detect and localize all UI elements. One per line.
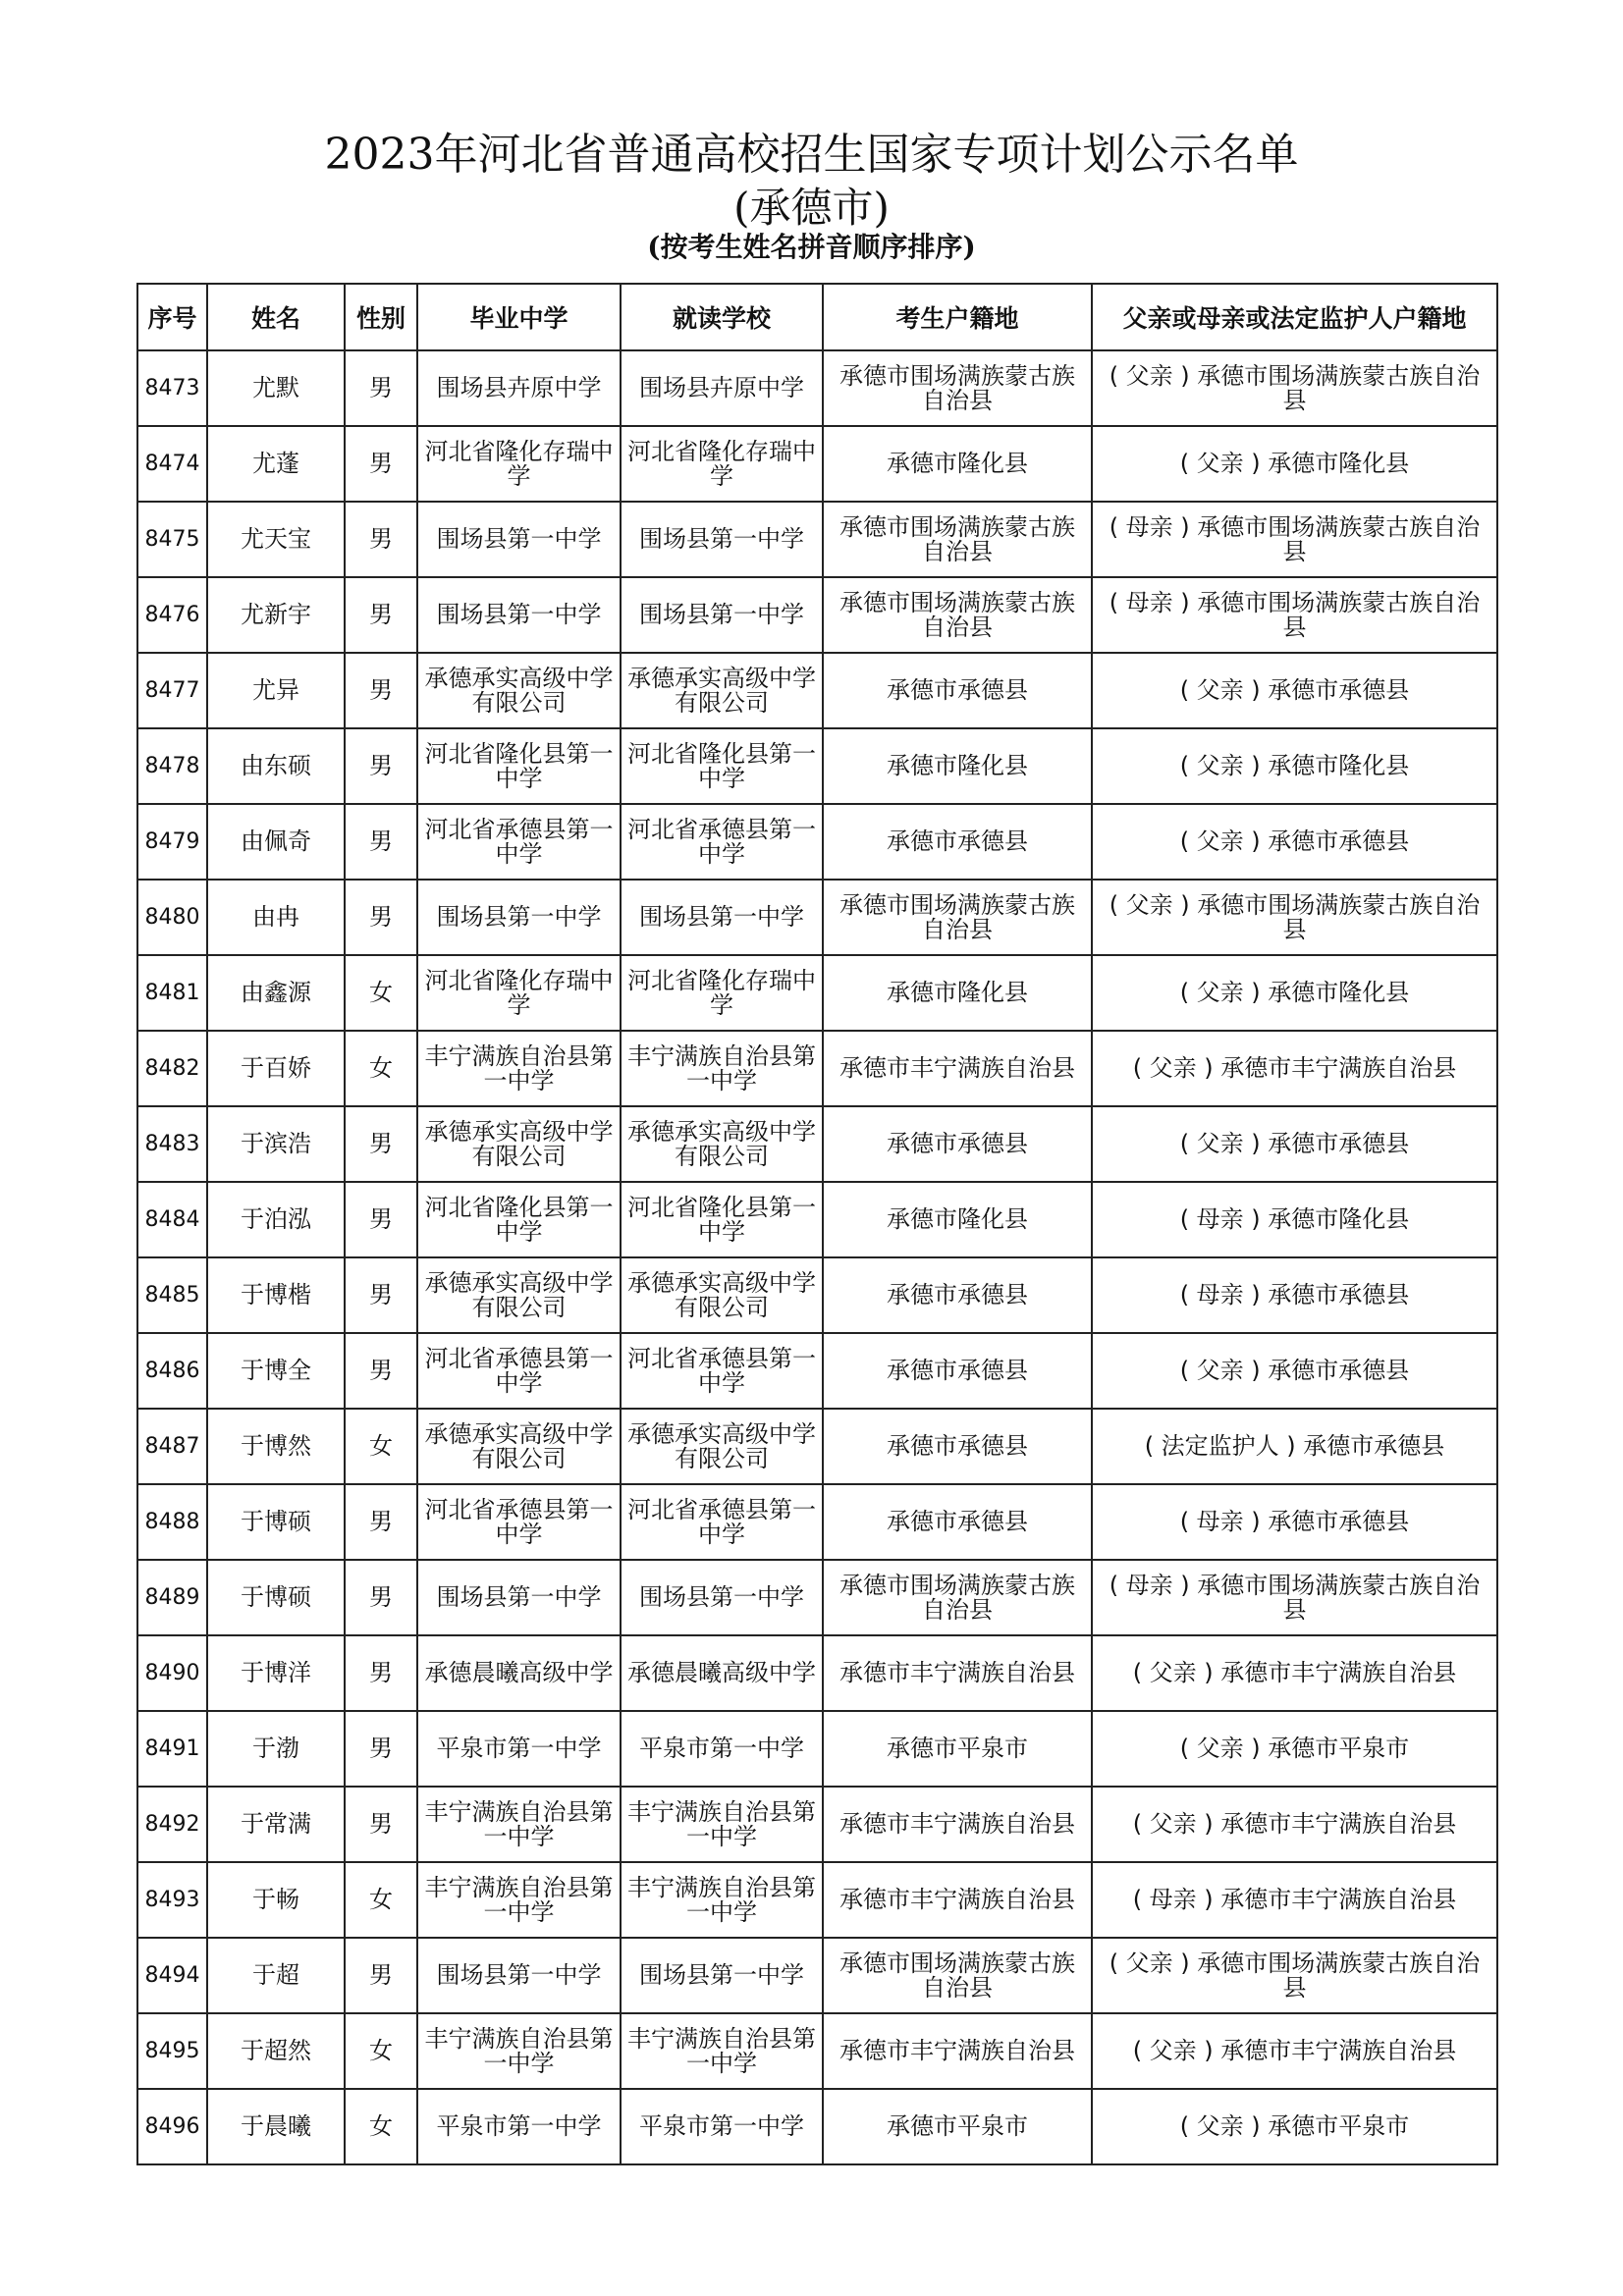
graduation-school-cell: 围场县第一中学 [417, 1560, 621, 1635]
student-hukou-cell: 承德市承德县 [823, 1333, 1092, 1409]
sex-cell: 男 [345, 350, 417, 426]
student-hukou-cell: 承德市承德县 [823, 1106, 1092, 1182]
parent-hukou-cell: ( 父亲 ) 承德市隆化县 [1092, 728, 1497, 804]
serial-cell: 8477 [137, 653, 207, 728]
parent-hukou-cell: ( 父亲 ) 承德市丰宁满族自治县 [1092, 2013, 1497, 2089]
sex-cell: 男 [345, 1106, 417, 1182]
name-cell: 于超 [207, 1938, 345, 2013]
name-cell: 尤蓬 [207, 426, 345, 502]
student-hukou-cell: 承德市承德县 [823, 1257, 1092, 1333]
header-serial: 序号 [137, 284, 207, 350]
sort-note: (按考生姓名拼音顺序排序) [647, 231, 976, 263]
serial-cell: 8494 [137, 1938, 207, 2013]
serial-cell: 8485 [137, 1257, 207, 1333]
student-hukou-cell: 承德市围场满族蒙古族自治县 [823, 880, 1092, 955]
graduation-school-cell: 围场县第一中学 [417, 880, 621, 955]
parent-hukou-cell: ( 母亲 ) 承德市承德县 [1092, 1257, 1497, 1333]
serial-cell: 8492 [137, 1787, 207, 1862]
name-cell: 尤新宇 [207, 577, 345, 653]
current-school-cell: 丰宁满族自治县第一中学 [621, 2013, 823, 2089]
current-school-cell: 河北省隆化存瑞中学 [621, 426, 823, 502]
current-school-cell: 丰宁满族自治县第一中学 [621, 1862, 823, 1938]
graduation-school-cell: 丰宁满族自治县第一中学 [417, 1787, 621, 1862]
table-row [137, 1031, 1497, 1106]
name-cell: 尤默 [207, 350, 345, 426]
graduation-school-cell: 河北省隆化存瑞中学 [417, 426, 621, 502]
current-school-cell: 围场县第一中学 [621, 1560, 823, 1635]
serial-cell: 8493 [137, 1862, 207, 1938]
serial-cell: 8489 [137, 1560, 207, 1635]
current-school-cell: 承德承实高级中学有限公司 [621, 653, 823, 728]
document-subtitle: (承德市) [733, 184, 890, 232]
name-cell: 于滨浩 [207, 1106, 345, 1182]
serial-cell: 8480 [137, 880, 207, 955]
name-cell: 于晨曦 [207, 2089, 345, 2164]
sex-cell: 男 [345, 1257, 417, 1333]
parent-hukou-cell: ( 父亲 ) 承德市承德县 [1092, 1333, 1497, 1409]
sex-cell: 男 [345, 1635, 417, 1711]
serial-cell: 8486 [137, 1333, 207, 1409]
current-school-cell: 承德承实高级中学有限公司 [621, 1106, 823, 1182]
serial-cell: 8479 [137, 804, 207, 880]
parent-hukou-cell: ( 父亲 ) 承德市隆化县 [1092, 955, 1497, 1031]
graduation-school-cell: 承德承实高级中学有限公司 [417, 1106, 621, 1182]
sex-cell: 男 [345, 653, 417, 728]
serial-cell: 8474 [137, 426, 207, 502]
current-school-cell: 承德承实高级中学有限公司 [621, 1257, 823, 1333]
graduation-school-cell: 丰宁满族自治县第一中学 [417, 1031, 621, 1106]
table-row [137, 1106, 1497, 1182]
name-cell: 于畅 [207, 1862, 345, 1938]
current-school-cell: 承德晨曦高级中学 [621, 1635, 823, 1711]
table-row [137, 2089, 1497, 2164]
table-row [137, 2013, 1497, 2089]
table-row [137, 1182, 1497, 1257]
graduation-school-cell: 河北省隆化县第一中学 [417, 728, 621, 804]
serial-cell: 8482 [137, 1031, 207, 1106]
parent-hukou-cell: ( 父亲 ) 承德市围场满族蒙古族自治县 [1092, 880, 1497, 955]
current-school-cell: 河北省隆化县第一中学 [621, 728, 823, 804]
table-row [137, 1560, 1497, 1635]
sex-cell: 男 [345, 502, 417, 577]
serial-cell: 8495 [137, 2013, 207, 2089]
student-hukou-cell: 承德市隆化县 [823, 1182, 1092, 1257]
name-cell: 由佩奇 [207, 804, 345, 880]
student-hukou-cell: 承德市平泉市 [823, 1711, 1092, 1787]
parent-hukou-cell: ( 父亲 ) 承德市隆化县 [1092, 426, 1497, 502]
sex-cell: 男 [345, 426, 417, 502]
sex-cell: 女 [345, 955, 417, 1031]
graduation-school-cell: 河北省隆化县第一中学 [417, 1182, 621, 1257]
table-row [137, 1711, 1497, 1787]
graduation-school-cell: 丰宁满族自治县第一中学 [417, 1862, 621, 1938]
table-row [137, 728, 1497, 804]
student-hukou-cell: 承德市承德县 [823, 1409, 1092, 1484]
graduation-school-cell: 承德承实高级中学有限公司 [417, 1409, 621, 1484]
graduation-school-cell: 平泉市第一中学 [417, 1711, 621, 1787]
name-cell: 于博然 [207, 1409, 345, 1484]
student-hukou-cell: 承德市丰宁满族自治县 [823, 1862, 1092, 1938]
table-row [137, 1635, 1497, 1711]
name-cell: 于博楷 [207, 1257, 345, 1333]
parent-hukou-cell: ( 母亲 ) 承德市承德县 [1092, 1484, 1497, 1560]
graduation-school-cell: 承德承实高级中学有限公司 [417, 653, 621, 728]
table-row [137, 1862, 1497, 1938]
name-cell: 于博全 [207, 1333, 345, 1409]
serial-cell: 8490 [137, 1635, 207, 1711]
sex-cell: 男 [345, 1333, 417, 1409]
serial-cell: 8475 [137, 502, 207, 577]
table-row [137, 653, 1497, 728]
current-school-cell: 河北省承德县第一中学 [621, 1484, 823, 1560]
student-hukou-cell: 承德市丰宁满族自治县 [823, 2013, 1092, 2089]
sex-cell: 女 [345, 2089, 417, 2164]
table-row [137, 426, 1497, 502]
graduation-school-cell: 平泉市第一中学 [417, 2089, 621, 2164]
parent-hukou-cell: ( 父亲 ) 承德市丰宁满族自治县 [1092, 1031, 1497, 1106]
name-cell: 尤天宝 [207, 502, 345, 577]
student-hukou-cell: 承德市丰宁满族自治县 [823, 1787, 1092, 1862]
sex-cell: 男 [345, 1484, 417, 1560]
name-cell: 由冉 [207, 880, 345, 955]
name-cell: 由鑫源 [207, 955, 345, 1031]
roster-table [136, 283, 1498, 2165]
table-row [137, 804, 1497, 880]
name-cell: 尤异 [207, 653, 345, 728]
name-cell: 由东硕 [207, 728, 345, 804]
table-row [137, 1409, 1497, 1484]
parent-hukou-cell: ( 父亲 ) 承德市丰宁满族自治县 [1092, 1787, 1497, 1862]
current-school-cell: 承德承实高级中学有限公司 [621, 1409, 823, 1484]
graduation-school-cell: 围场县第一中学 [417, 1938, 621, 2013]
table-row [137, 1787, 1497, 1862]
sex-cell: 男 [345, 728, 417, 804]
header-graduation-school: 毕业中学 [417, 284, 621, 350]
current-school-cell: 围场县第一中学 [621, 577, 823, 653]
graduation-school-cell: 围场县第一中学 [417, 577, 621, 653]
student-hukou-cell: 承德市围场满族蒙古族自治县 [823, 502, 1092, 577]
table-row [137, 350, 1497, 426]
serial-cell: 8491 [137, 1711, 207, 1787]
sex-cell: 女 [345, 1409, 417, 1484]
student-hukou-cell: 承德市丰宁满族自治县 [823, 1031, 1092, 1106]
document-title: 2023年河北省普通高校招生国家专项计划公示名单 [324, 130, 1299, 180]
table-row [137, 1333, 1497, 1409]
name-cell: 于渤 [207, 1711, 345, 1787]
current-school-cell: 围场县第一中学 [621, 502, 823, 577]
header-student-hukou: 考生户籍地 [823, 284, 1092, 350]
current-school-cell: 围场县第一中学 [621, 1938, 823, 2013]
header-parent-hukou: 父亲或母亲或法定监护人户籍地 [1092, 284, 1497, 350]
parent-hukou-cell: ( 母亲 ) 承德市围场满族蒙古族自治县 [1092, 1560, 1497, 1635]
student-hukou-cell: 承德市围场满族蒙古族自治县 [823, 1938, 1092, 2013]
serial-cell: 8483 [137, 1106, 207, 1182]
name-cell: 于博硕 [207, 1560, 345, 1635]
table-row [137, 1938, 1497, 2013]
parent-hukou-cell: ( 父亲 ) 承德市承德县 [1092, 1106, 1497, 1182]
graduation-school-cell: 承德承实高级中学有限公司 [417, 1257, 621, 1333]
sex-cell: 男 [345, 1560, 417, 1635]
parent-hukou-cell: ( 母亲 ) 承德市隆化县 [1092, 1182, 1497, 1257]
student-hukou-cell: 承德市丰宁满族自治县 [823, 1635, 1092, 1711]
sex-cell: 男 [345, 880, 417, 955]
serial-cell: 8487 [137, 1409, 207, 1484]
student-hukou-cell: 承德市围场满族蒙古族自治县 [823, 577, 1092, 653]
name-cell: 于泊泓 [207, 1182, 345, 1257]
table-row [137, 1257, 1497, 1333]
parent-hukou-cell: ( 母亲 ) 承德市丰宁满族自治县 [1092, 1862, 1497, 1938]
student-hukou-cell: 承德市围场满族蒙古族自治县 [823, 1560, 1092, 1635]
header-current-school: 就读学校 [621, 284, 823, 350]
parent-hukou-cell: ( 父亲 ) 承德市平泉市 [1092, 2089, 1497, 2164]
student-hukou-cell: 承德市承德县 [823, 653, 1092, 728]
serial-cell: 8473 [137, 350, 207, 426]
parent-hukou-cell: ( 父亲 ) 承德市围场满族蒙古族自治县 [1092, 350, 1497, 426]
table-row [137, 577, 1497, 653]
student-hukou-cell: 承德市围场满族蒙古族自治县 [823, 350, 1092, 426]
current-school-cell: 丰宁满族自治县第一中学 [621, 1031, 823, 1106]
graduation-school-cell: 河北省隆化存瑞中学 [417, 955, 621, 1031]
name-cell: 于博洋 [207, 1635, 345, 1711]
sex-cell: 男 [345, 577, 417, 653]
name-cell: 于博硕 [207, 1484, 345, 1560]
current-school-cell: 丰宁满族自治县第一中学 [621, 1787, 823, 1862]
parent-hukou-cell: ( 父亲 ) 承德市承德县 [1092, 804, 1497, 880]
serial-cell: 8481 [137, 955, 207, 1031]
table-row [137, 502, 1497, 577]
student-hukou-cell: 承德市承德县 [823, 804, 1092, 880]
sex-cell: 男 [345, 1182, 417, 1257]
sex-cell: 男 [345, 1787, 417, 1862]
current-school-cell: 围场县第一中学 [621, 880, 823, 955]
header-sex: 性别 [345, 284, 417, 350]
student-hukou-cell: 承德市平泉市 [823, 2089, 1092, 2164]
header-name: 姓名 [207, 284, 345, 350]
table-row [137, 955, 1497, 1031]
sex-cell: 男 [345, 1711, 417, 1787]
serial-cell: 8496 [137, 2089, 207, 2164]
sex-cell: 女 [345, 1862, 417, 1938]
parent-hukou-cell: ( 母亲 ) 承德市围场满族蒙古族自治县 [1092, 577, 1497, 653]
sex-cell: 男 [345, 804, 417, 880]
graduation-school-cell: 围场县卉原中学 [417, 350, 621, 426]
current-school-cell: 河北省承德县第一中学 [621, 804, 823, 880]
serial-cell: 8484 [137, 1182, 207, 1257]
parent-hukou-cell: ( 母亲 ) 承德市围场满族蒙古族自治县 [1092, 502, 1497, 577]
table-row [137, 1484, 1497, 1560]
table-header-row [137, 284, 1497, 350]
current-school-cell: 河北省承德县第一中学 [621, 1333, 823, 1409]
current-school-cell: 平泉市第一中学 [621, 1711, 823, 1787]
serial-cell: 8488 [137, 1484, 207, 1560]
student-hukou-cell: 承德市承德县 [823, 1484, 1092, 1560]
name-cell: 于常满 [207, 1787, 345, 1862]
student-hukou-cell: 承德市隆化县 [823, 955, 1092, 1031]
sex-cell: 女 [345, 1031, 417, 1106]
student-hukou-cell: 承德市隆化县 [823, 426, 1092, 502]
graduation-school-cell: 丰宁满族自治县第一中学 [417, 2013, 621, 2089]
parent-hukou-cell: ( 父亲 ) 承德市承德县 [1092, 653, 1497, 728]
serial-cell: 8478 [137, 728, 207, 804]
parent-hukou-cell: ( 父亲 ) 承德市丰宁满族自治县 [1092, 1635, 1497, 1711]
name-cell: 于超然 [207, 2013, 345, 2089]
student-hukou-cell: 承德市隆化县 [823, 728, 1092, 804]
parent-hukou-cell: ( 法定监护人 ) 承德市承德县 [1092, 1409, 1497, 1484]
current-school-cell: 河北省隆化县第一中学 [621, 1182, 823, 1257]
serial-cell: 8476 [137, 577, 207, 653]
current-school-cell: 河北省隆化存瑞中学 [621, 955, 823, 1031]
sex-cell: 男 [345, 1938, 417, 2013]
current-school-cell: 围场县卉原中学 [621, 350, 823, 426]
graduation-school-cell: 河北省承德县第一中学 [417, 804, 621, 880]
graduation-school-cell: 承德晨曦高级中学 [417, 1635, 621, 1711]
parent-hukou-cell: ( 父亲 ) 承德市围场满族蒙古族自治县 [1092, 1938, 1497, 2013]
graduation-school-cell: 围场县第一中学 [417, 502, 621, 577]
graduation-school-cell: 河北省承德县第一中学 [417, 1333, 621, 1409]
table-row [137, 880, 1497, 955]
current-school-cell: 平泉市第一中学 [621, 2089, 823, 2164]
graduation-school-cell: 河北省承德县第一中学 [417, 1484, 621, 1560]
name-cell: 于百娇 [207, 1031, 345, 1106]
parent-hukou-cell: ( 父亲 ) 承德市平泉市 [1092, 1711, 1497, 1787]
sex-cell: 女 [345, 2013, 417, 2089]
